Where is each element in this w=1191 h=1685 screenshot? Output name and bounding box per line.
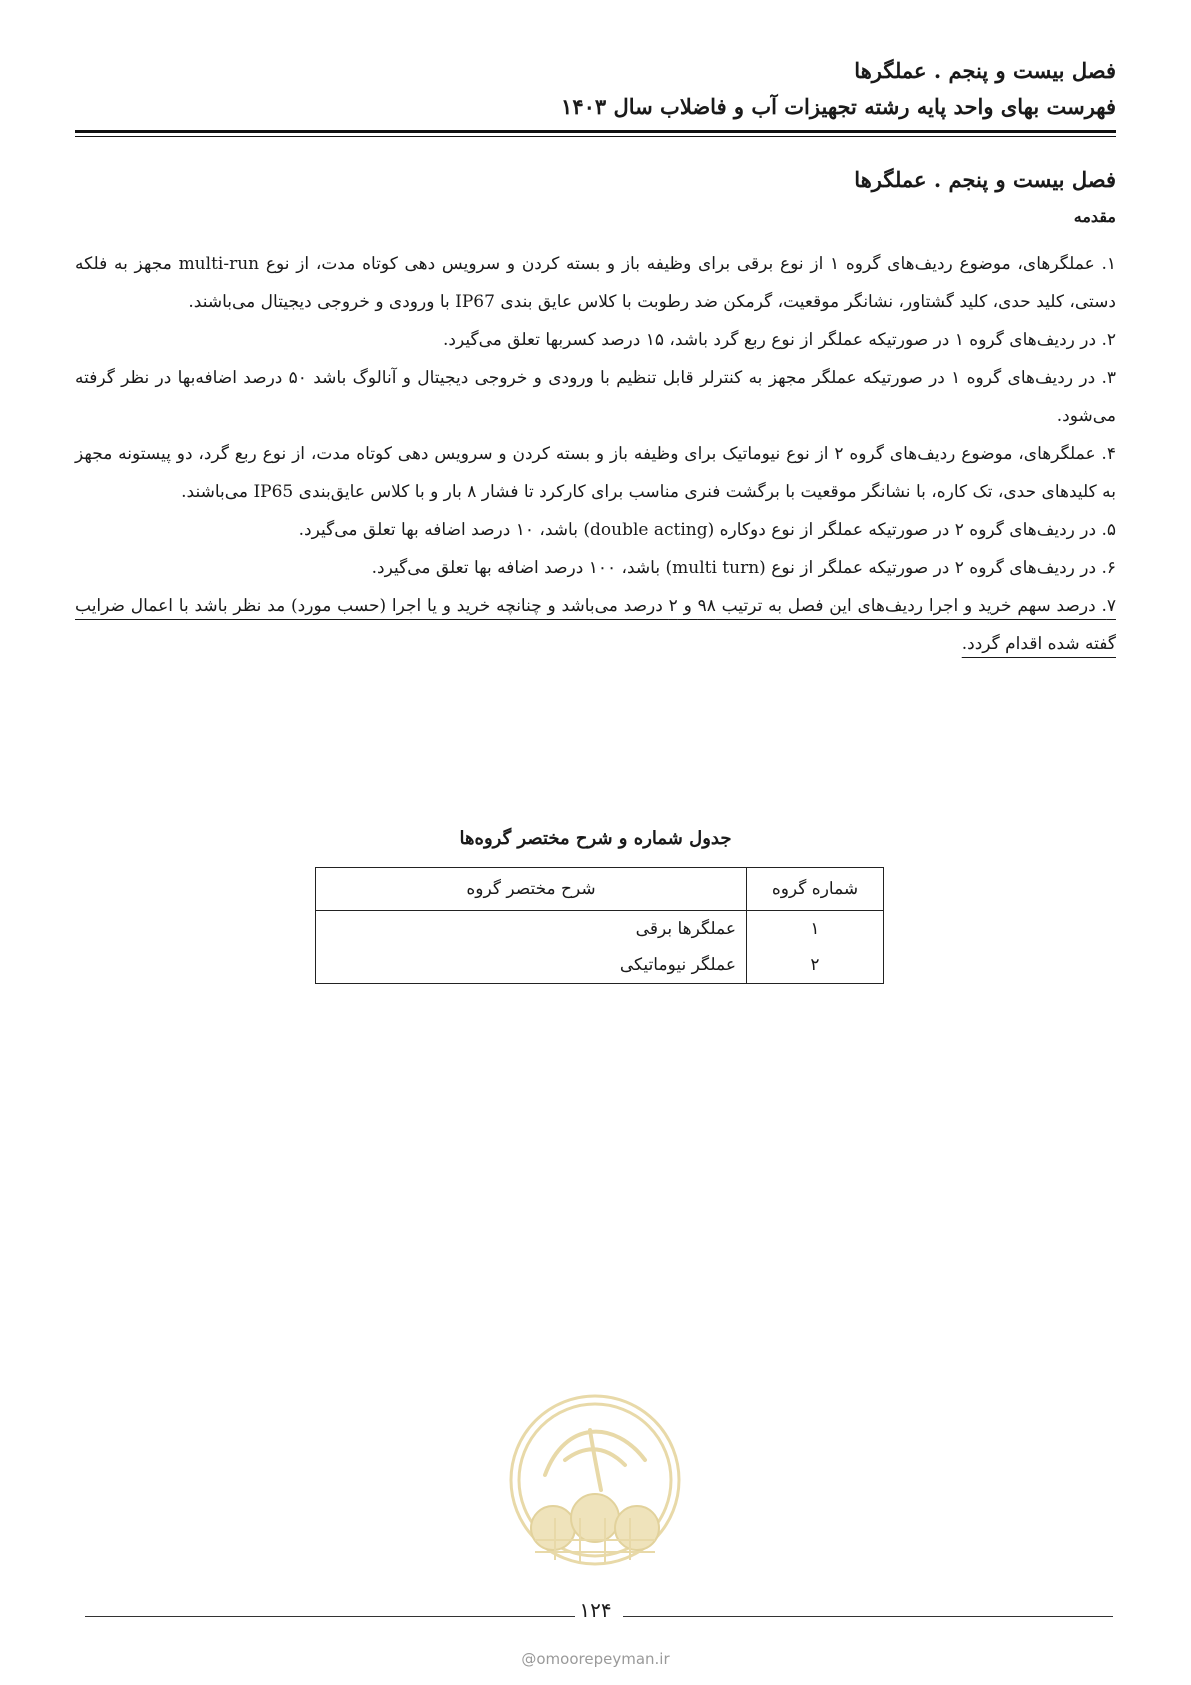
section-subtitle: مقدمه [1073, 207, 1116, 226]
header-doc-title: فهرست بهای واحد پایه رشته تجهیزات آب و فاضلاب سال ۱۴۰۳ [561, 94, 1116, 119]
table-header-row [316, 868, 884, 911]
col-header-group-description: شرح مختصر گروه [316, 868, 747, 911]
intro-item-1: ۱. عملگرهای، موضوع ردیف‌های گروه ۱ از نوع برقی برای وظیفه باز و بسته کردن و سرویس دهی کوتاه مدت، از نوع multi-run مجهز به فلکه دستی، کلید حدی، کلید گشتاور، نشانگر موقعیت، گرمکن ضد رطوبت با کلاس عایق بندی IP67 با ورودی و خروجی دیجیتال می‌باشند. [75, 254, 1116, 312]
website-watermark: @omoorepeyman.ir [521, 1650, 670, 1668]
header-rule-thin [75, 136, 1116, 137]
page-number: ۱۲۴ [579, 1598, 612, 1622]
intro-item-4: ۴. عملگرهای، موضوع ردیف‌های گروه ۲ از نوع نیوماتیک برای وظیفه باز و بسته کردن و سرویس دهی کوتاه مدت، از نوع ربع گرد، دو پیستونه مجهز به کلیدهای حدی، تک کاره، با نشانگر موقعیت با برگشت فنری مناسب برای کارکرد تا فشار ۸ بار و با کلاس عایق‌بندی IP65 می‌باشند. [75, 444, 1116, 502]
intro-item-3: ۳. در ردیف‌های گروه ۱ در صورتیکه عملگر مجهز به کنترلر قابل تنظیم با ورودی و خروجی دیجیتال و آنالوگ باشد ۵۰ درصد اضافه‌بها در نظر گرفته می‌شود. [75, 368, 1116, 426]
table-row [316, 911, 884, 948]
groups-table [315, 867, 884, 984]
header-chapter-title: فصل بیست و پنجم . عملگرها [854, 58, 1116, 83]
intro-item-6: ۶. در ردیف‌های گروه ۲ در صورتیکه عملگر از نوع (multi turn) باشد، ۱۰۰ درصد اضافه بها تعلق می‌گیرد. [371, 558, 1116, 578]
intro-item-5: ۵. در ردیف‌های گروه ۲ در صورتیکه عملگر از نوع دوکاره (double acting) باشد، ۱۰ درصد اضافه بها تعلق می‌گیرد. [298, 520, 1116, 540]
intro-body [75, 245, 1116, 663]
group-description-cell: عملگرها برقی [316, 911, 747, 948]
header-rule-thick [75, 130, 1116, 133]
group-number-cell: ۲ [747, 947, 884, 984]
group-description-cell: عملگر نیوماتیکی [316, 947, 747, 984]
section-title: فصل بیست و پنجم . عملگرها [854, 167, 1116, 192]
group-number-cell: ۱ [747, 911, 884, 948]
intro-item-7: ۷. درصد سهم خرید و اجرا ردیف‌های این فصل به ترتیب ۹۸ و ۲ درصد می‌باشد و چنانچه خرید و یا اجرا (حسب مورد) مد نظر باشد با اعمال ضرایب گفته شده اقدام گردد. [75, 596, 1116, 654]
intro-item-2: ۲. در ردیف‌های گروه ۱ در صورتیکه عملگر از نوع ربع گرد باشد، ۱۵ درصد کسربها تعلق می‌گیرد. [443, 330, 1116, 350]
watermark-seal-logo [505, 1390, 685, 1570]
table-caption: جدول شماره و شرح مختصر گروه‌ها [459, 828, 732, 849]
col-header-group-number: شماره گروه [747, 868, 884, 911]
table-row [316, 947, 884, 984]
